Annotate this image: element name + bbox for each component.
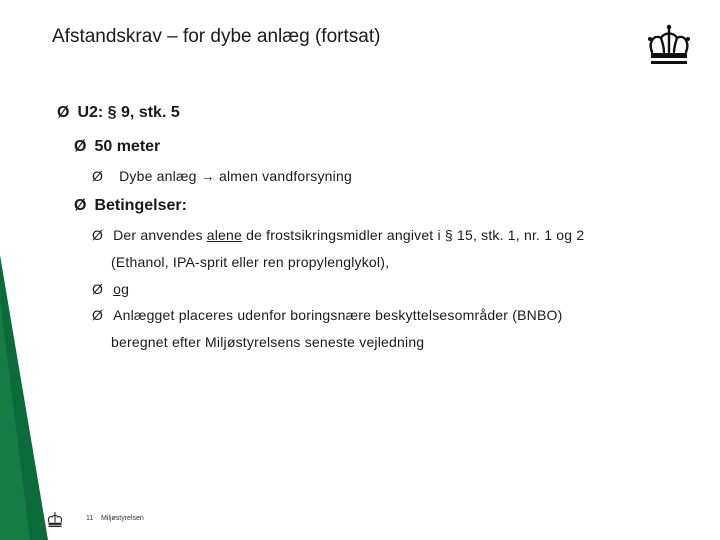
bullet-text: Anlægget placeres udenfor boringsnære beskyttelsesområder (BNBO) [113, 307, 563, 323]
royal-crown-icon [644, 22, 694, 68]
bullet-text: og [113, 281, 130, 297]
slide-title: Afstandskrav – for dybe anlæg (fortsat) [52, 26, 381, 47]
bullet-arrow-icon: Ø [92, 307, 104, 323]
bullet-u2 [57, 104, 180, 122]
royal-crown-icon [46, 511, 64, 528]
bullet-arrow-icon: Ø [92, 168, 104, 184]
page-number: 11 [86, 515, 94, 522]
footer-organization: Miljøstyrelsen [101, 515, 144, 522]
bullet-arrow-icon: Ø [57, 104, 70, 121]
bullet-conditions [74, 197, 187, 215]
underlined-word: alene [206, 227, 243, 243]
bullet-arrow-icon: Ø [74, 138, 87, 155]
bullet-deep-plant [92, 168, 352, 184]
bullet-text: 50 meter [94, 138, 161, 155]
bullet-arrow-icon: Ø [92, 281, 104, 297]
bullet-text-after: de frostsikringsmidler angivet i § 15, stk. 1, nr. 1 og 2 [242, 227, 585, 243]
bullet-and [92, 281, 129, 297]
bullet-text-before: Der anvendes [113, 227, 207, 243]
bullet-arrow-icon: Ø [74, 197, 87, 214]
bullet-arrow-icon: Ø [92, 227, 104, 243]
bullet-condition-2 [92, 307, 562, 323]
condition-1-continuation: (Ethanol, IPA-sprit eller ren propylenglykol), [111, 254, 390, 270]
bullet-condition-1 [92, 227, 584, 243]
bullet-text: Dybe anlæg → almen vandforsyning [119, 168, 352, 184]
bullet-text: Betingelser: [94, 197, 187, 214]
condition-2-continuation: beregnet efter Miljøstyrelsens seneste vejledning [111, 334, 425, 350]
bullet-distance [74, 138, 160, 156]
bullet-text: U2: § 9, stk. 5 [77, 104, 180, 121]
